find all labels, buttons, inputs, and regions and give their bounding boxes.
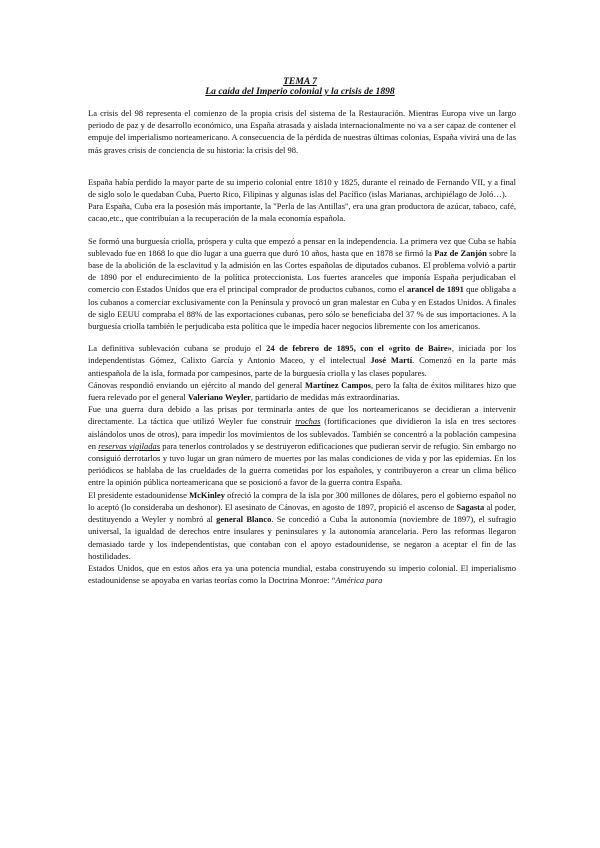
text-run: La definitiva sublevación cubana se produjo el xyxy=(88,343,267,354)
bold-name-martinez-campos: Martínez Campos xyxy=(304,379,371,390)
document-title: La caída del Imperio colonial y la crisis de 1898 xyxy=(205,86,395,97)
paragraph-gap xyxy=(88,332,516,342)
text-run: Para España, Cuba era la posesión más importante, la "Perla de las Antillas", era una gran productora de azúcar, tabaco, café, cacao,etc., que contribuían a la recuperación de la mala economía española. xyxy=(88,201,516,224)
text-run: (fortificaciones que dividieron la isla en tres sectores aislándolos unos de otros), para impedir los movimientos de los sublevados. También se concentró a la población campesina en xyxy=(88,416,516,451)
paragraph-cuba-importance xyxy=(88,200,516,224)
bold-name-blanco: general Blanco xyxy=(216,514,272,525)
topic-number: TEMA 7 xyxy=(283,76,317,87)
document-body xyxy=(88,107,516,586)
bold-term-arancel: arancel de 1891 xyxy=(406,284,464,295)
paragraph-gap xyxy=(88,225,516,235)
text-run: Se formó una burguesía criolla, próspera y culta que empezó a pensar en la independencia. La primera vez que Cuba se había sublevado fue en 1868 lo que dio lugar a una guerra que duró 10 años, hasta que en 1878 se firmó la xyxy=(88,235,516,258)
paragraph-mckinley-offer xyxy=(88,489,516,562)
italic-quote-monroe: América para xyxy=(335,575,383,586)
text-run: , pero la falta de éxitos militares hizo que fuera relevado por el general xyxy=(88,379,517,403)
italic-term-reservas: reservas vigiladas xyxy=(98,440,161,451)
paragraph-canovas-response xyxy=(88,379,516,403)
paragraph-uprising-1895 xyxy=(88,342,516,379)
paragraph-intro: La crisis del 98 representa el comienzo de la propia crisis del sistema de la Restauración. Mientras Europa vive un largo periodo de paz y de desarrollo económico, una España atrasada y aislada internacionalmente no va a ser capaz de contener el empuje del imperialismo norteamericano. A consecuencia de la pérdida de nuestras últimas colonias, España vivirá una de las más graves crisis de conciencia de su historia: la crisis del 98. xyxy=(88,108,516,155)
text-run: , iniciada por los independentistas Gómez, Calixto García y Antonio Maceo, y el intelectual xyxy=(88,343,516,366)
text-run: sobre la base de la abolición de la esclavitud y la admisión en las Cortes españolas de diputados cubanos. El problema volvió a partir de 1890 por el endurecimiento de la política proteccionista. Los fuertes aranceles que imponía España perjudicaban el comercio con Estados Unidos que era el principal comprador de productos cubanos, como el xyxy=(88,247,516,295)
bold-name-marti: José Martí xyxy=(370,355,413,366)
bold-name-weyler: Valeriano Weyler xyxy=(187,392,251,403)
bold-name-mckinley: McKinley xyxy=(189,489,225,500)
text-run: El presidente estadounidense xyxy=(88,489,190,500)
paragraph-us-imperialism xyxy=(88,562,516,586)
text-run: . Se concedió a Cuba la autonomía (noviembre de 1897), el sufragio universal, la igualdad de derechos entre insulares y peninsulares y la autonomía arancelaria. Pero las reformas llegaron demasiado tarde y los independentistas, que contaban con el apoyo estadounidense, se negaron a aceptar el fin de las hostilidades. xyxy=(88,514,516,561)
bold-date-uprising: 24 de febrero de 1895 xyxy=(266,343,354,354)
text-run: Estados Unidos, que en estos años era ya una potencia mundial, estaba construyendo su imperio colonial. El imperialismo estadounidense se apoyaba en varias teorías como la Doctrina Monroe: “ xyxy=(88,562,516,586)
text-run: Fue una guerra dura debido a las prisas por terminarla antes de que los norteamericanos se decidieran a intervenir directamente. La táctica que utilizó Weyler fue construir xyxy=(88,404,516,427)
text-run: para tenerlos controlados y se destruyeron edificaciones que pudieran servir de refugio. Sin embargo no consiguió derrotarlos y tuvo lugar un gran número de muertes por las malas condiciones de vida y por las epidemias. En los periódicos se hablaba de las crueldades de la guerra cometidas por los españoles, y contribuyeron a crear un clima bélico entre la opinión pública norteamericana que se posicionó a favor de la guerra contra España. xyxy=(88,440,517,488)
bold-name-sagasta: Sagasta xyxy=(456,501,485,512)
paragraph-war-tactics xyxy=(88,403,516,488)
text-run: Cánovas respondió enviando un ejército al mando del general xyxy=(88,379,305,390)
text-run: que obligaba a los cubanos a comerciar exclusivamente con la Península y provocó un gran malestar en Cuba y en Estados Unidos. A finales de siglo EEUU compraba el 88% de las exportaciones cubanas, pero sólo se beneficiaba del 37 % de sus importaciones. A la burguesía criolla también le perjudicaba esta política que le impedía hacer negocios libremente con los americanos. xyxy=(88,284,516,332)
text-run: . Comenzó en la parte más antiespañola de la isla, formada por campesinos, parte de la burguesía criolla y las clases populares. xyxy=(88,355,516,378)
bold-grito-baire: , con el «grito de Baire» xyxy=(353,343,452,354)
paragraph-colonial-empire: España había perdido la mayor parte de su imperio colonial entre 1810 y 1825, durante el reinado de Fernando VII, y a final de siglo solo le quedaban Cuba, Puerto Rico, Filipinas y algunas islas del Pacífico (islas Marianas, archipiélago de Joló…). xyxy=(88,176,516,200)
text-run: , partidario de medidas más extraordinarias. xyxy=(250,392,400,403)
paragraph-criolla-bourgeoisie xyxy=(88,235,516,333)
bold-term-paz-zanjon: Paz de Zanjón xyxy=(434,247,487,258)
italic-term-trochas: trochas xyxy=(295,416,321,427)
text-run: al poder, destituyendo a Weyler y nombró al xyxy=(88,501,516,525)
text-run: ofreció la compra de la isla por 300 millones de dólares, pero el gobierno español no lo aceptó (lo consideraba un deshonor). El asesinato de Cánovas, en agosto de 1897, propició el ascenso de xyxy=(88,489,516,512)
paragraph-gap xyxy=(88,156,516,176)
